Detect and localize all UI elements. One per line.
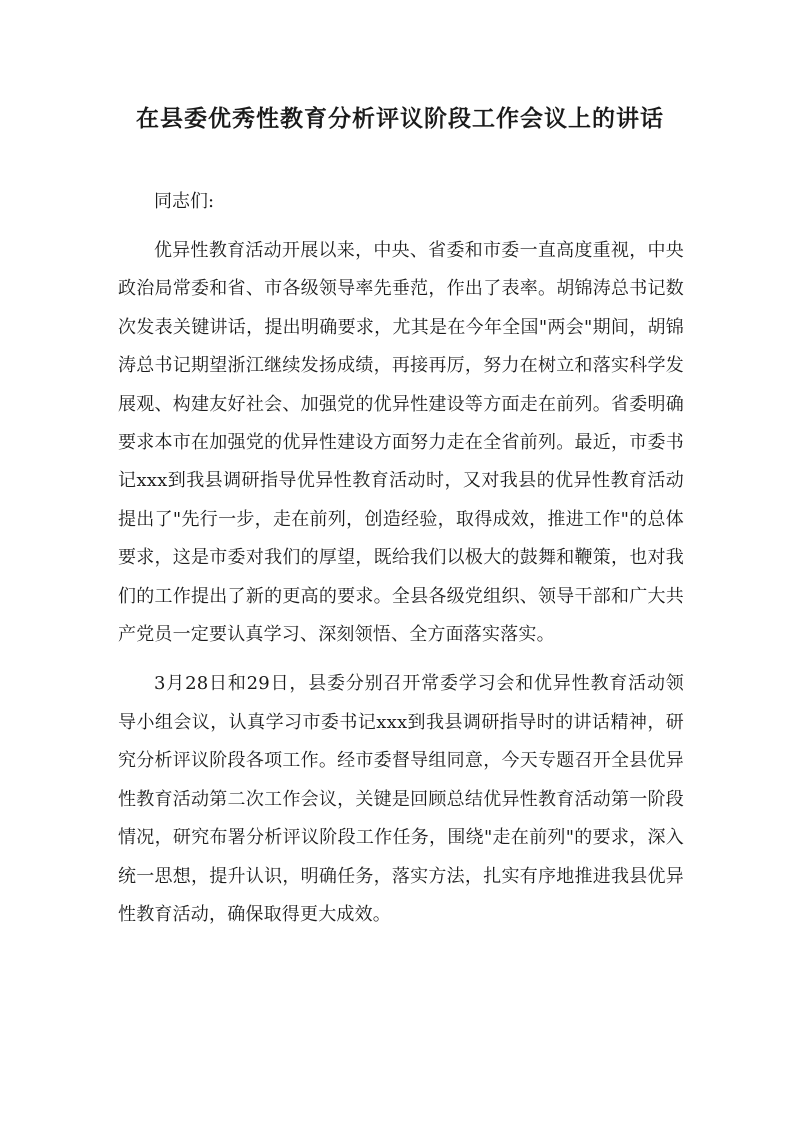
paragraph-1: 优异性教育活动开展以来，中央、省委和市委一直高度重视，中央政治局常委和省、市各级领导率先垂范，作出了表率。胡锦涛总书记数次发表关键讲话，提出明确要求，尤其是在今年全国"两会"期间，胡锦涛总书记期望浙江继续发扬成绩，再接再厉，努力在树立和落实科学发展观、构建友好社会、加强党的优异性建设等方面走在前列。省委明确要求本市在加强党的优异性建设方面努力走在全省前列。最近，市委书记xxx到我县调研指导优异性教育活动时，又对我县的优异性教育活动提出了"先行一步，走在前列，创造经验，取得成效，推进工作"的总体要求，这是市委对我们的厚望，既给我们以极大的鼓舞和鞭策，也对我们的工作提出了新的更高的要求。全县各级党组织、领导干部和广大共产党员一定要认真学习、深刻领悟、全方面落实落实。 — [118, 240, 684, 646]
document-title: 在县委优秀性教育分析评议阶段工作会议上的讲话 — [136, 105, 664, 132]
paragraph-2: 3月28日和29日，县委分别召开常委学习会和优异性教育活动领导小组会议，认真学习市委书记xxx到我县调研指导时的讲话精神，研究分析评议阶段各项工作。经市委督导组同意，今天专题召开全县优异性教育活动第二次工作会议，关键是回顾总结优异性教育活动第一阶段情况，研究布署分析评议阶段工作任务，围绕"走在前列"的要求，深入统一思想，提升认识，明确任务，落实方法，扎实有序地推进我县优异性教育活动，确保取得更大成效。 — [118, 673, 684, 925]
document-body — [118, 183, 684, 945]
salutation: 同志们: — [154, 191, 215, 212]
